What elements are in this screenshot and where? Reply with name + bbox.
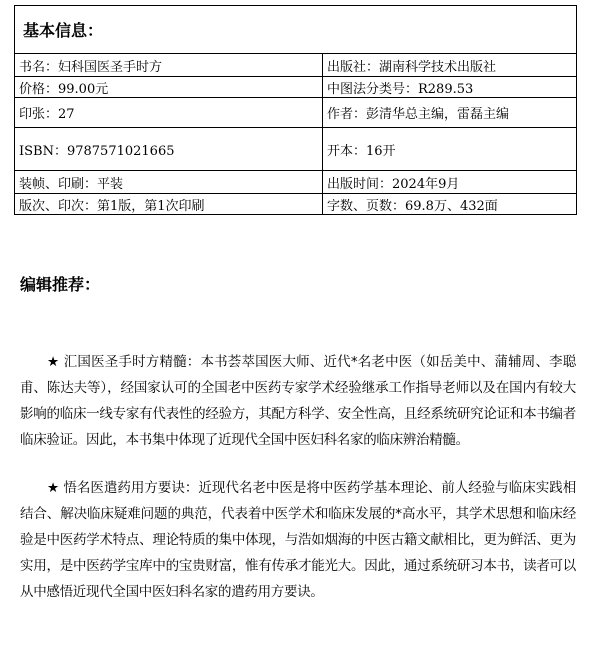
star-icon: ★ <box>47 354 60 370</box>
format-cell: 开本：16开 <box>323 128 577 171</box>
sheets-cell: 印张：27 <box>15 98 323 128</box>
isbn-cell: ISBN：9787571021665 <box>15 128 323 171</box>
binding-cell: 装帧、印刷：平装 <box>15 171 323 194</box>
recommend-paragraph-2 <box>20 475 576 605</box>
pub-date-cell: 出版时间：2024年9月 <box>323 171 577 194</box>
edition-cell: 版次、印次：第1版，第1次印刷 <box>15 194 323 215</box>
author-cell: 作者：彭清华总主编，雷磊主编 <box>323 98 577 128</box>
word-count-cell: 字数、页数：69.8万、432面 <box>323 194 577 215</box>
basic-info-title: 基本信息： <box>15 6 577 54</box>
basic-info-table <box>14 5 577 215</box>
recommend-title: 编辑推荐： <box>20 275 101 294</box>
paragraph-text: 汇国医圣手时方精髓：本书荟萃国医大师、近代*名老中医（如岳美中、蒲辅周、李聪甫、陈达夫等），经国家认可的全国老中医药专家学术经验继承工作指导老师以及在国内有较大影响的临床一线专家有代表性的经验方，其配方科学、安全性高，且经系统研究论证和本书编者临床验证。因此，本书集中体现了近现代全国中医妇科名家的临床辨治精髓。 <box>20 354 576 448</box>
book-name-cell: 书名：妇科国医圣手时方 <box>15 54 323 77</box>
paragraph-text: 悟名医遣药用方要诀：近现代名老中医是将中医药学基本理论、前人经验与临床实践相结合、解决临床疑难问题的典范，代表着中医学术和临床发展的*高水平，其学术思想和临床经验是中医药学术特点、理论特质的集中体现，与浩如烟海的中医古籍文献相比，更为鲜活、更为实用，是中医药学宝库中的宝贵财富，惟有传承才能光大。因此，通过系统研习本书，读者可以从中感悟近现代全国中医妇科名家的遣药用方要诀。 <box>20 480 576 600</box>
star-icon: ★ <box>47 480 60 496</box>
recommend-paragraph-1 <box>20 349 576 453</box>
price-cell: 价格：99.00元 <box>15 77 323 98</box>
classification-cell: 中图法分类号：R289.53 <box>323 77 577 98</box>
publisher-cell: 出版社：湖南科学技术出版社 <box>323 54 577 77</box>
